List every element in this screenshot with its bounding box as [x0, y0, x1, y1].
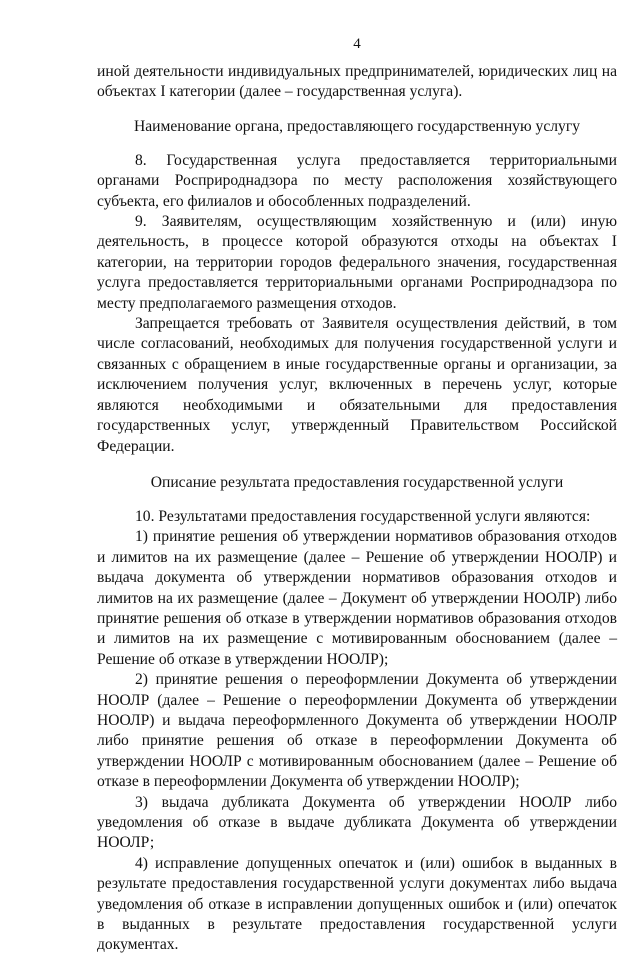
- section-heading-organ: Наименование органа, предоставляющего государственную услугу: [133, 117, 581, 135]
- section-heading-result: Описание результата предоставления государственной услуги: [150, 473, 564, 491]
- paragraph-10-item-2: 2) принятие решения о переоформлении Документа об утверждении НООЛР (далее – Решение о переоформлении Документа об утверждении НООЛР) и выдача переоформленного Документа об утверждении НООЛР либо принятие решения об отказе в переоформлении Документа об утверждении НООЛР с мотивированным обоснованием (далее – Решение об отказе в переоформлении Документа об утверждении НООЛР);: [97, 671, 617, 791]
- paragraph-prohibition: Запрещается требовать от Заявителя осуществления действий, в том числе согласований, необходимых для получения государственной услуги и связанных с обращением в иные государственные органы и организации, за исключением получения услуг, включенных в перечень услуг, которые являются необходимыми и обязательными для предоставления государственных услуг, утвержденный Правительством Российской Федерации.: [97, 315, 617, 455]
- paragraph-10-item-1: 1) принятие решения об утверждении нормативов образования отходов и лимитов на их размещение (далее – Решение об утверждении НООЛР) и выдача документа об утверждении нормативов образования отходов и лимитов на их размещение (далее – Документ об утверждении НООЛР) либо принятие решения об отказе в утверждении нормативов образования отходов и лимитов на их размещение с мотивированным обоснованием (далее – Решение об отказе в утверждении НООЛР);: [97, 528, 617, 668]
- paragraph-8: 8. Государственная услуга предоставляется территориальными органами Росприроднадзора по месту расположения хозяйствующего субъекта, его филиалов и обособленных подразделений.: [97, 151, 617, 210]
- paragraph-10: 10. Результатами предоставления государственной услуги являются:: [135, 507, 591, 525]
- paragraph-10-item-3: 3) выдача дубликата Документа об утверждении НООЛР либо уведомления об отказе в выдаче дубликата Документа об утверждении НООЛР;: [97, 793, 617, 852]
- page-number: 4: [353, 36, 361, 52]
- paragraph-10-item-4: 4) исправление допущенных опечаток и (или) ошибок в выданных в результате предоставления государственной услуги документах либо выдача уведомления об отказе в исправлении допущенных ошибок и (или) опечаток в выданных в результате предоставления государственной услуги документах.: [97, 854, 617, 954]
- paragraph-9: 9. Заявителям, осуществляющим хозяйственную и (или) иную деятельность, в процессе которой образуются отходы на объектах I категории, на территории городов федерального значения, государственная услуга предоставляется территориальными органами Росприроднадзора по месту предполагаемого размещения отходов.: [97, 213, 617, 312]
- continuation-paragraph: иной деятельности индивидуальных предпринимателей, юридических лиц на объектах I категории (далее – государственная услуга).: [97, 63, 617, 101]
